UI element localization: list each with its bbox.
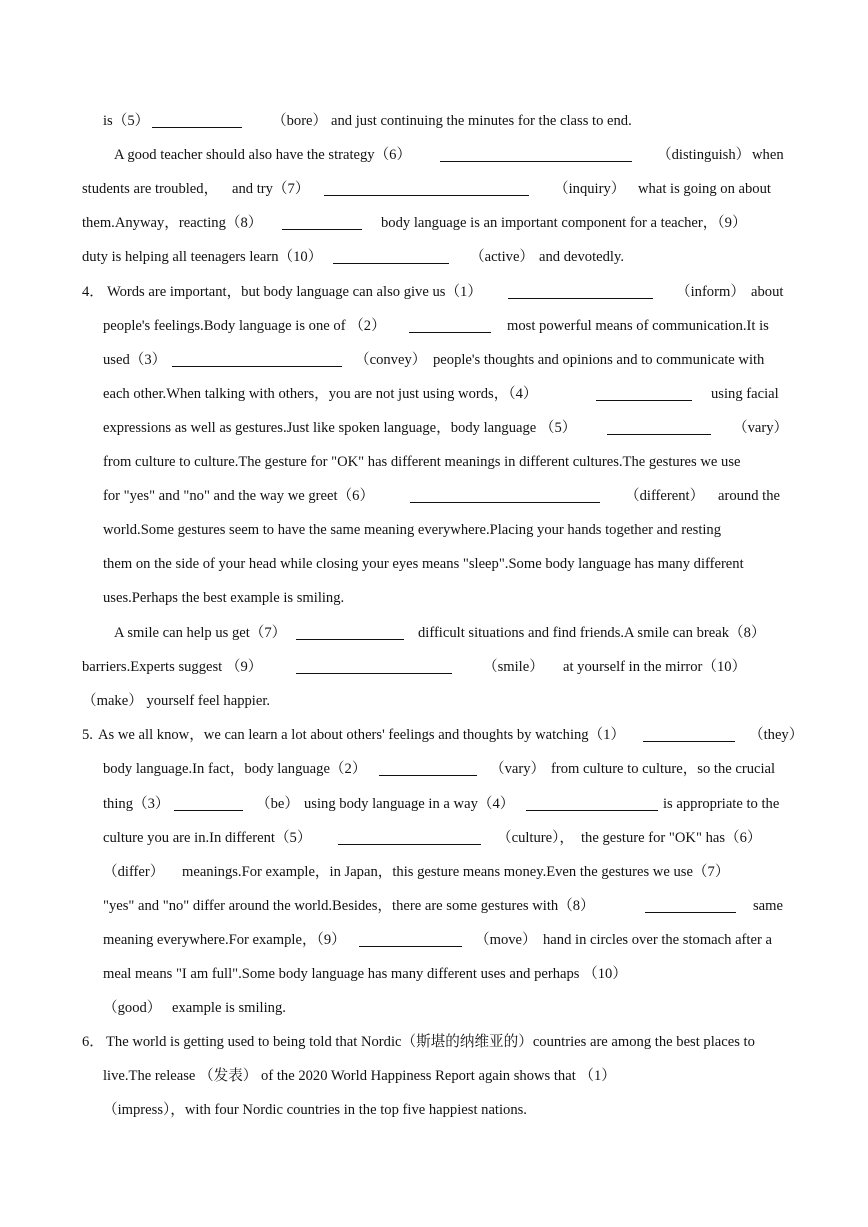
hint: （good） (103, 1000, 162, 1016)
p6-line-1 (0, 1031, 868, 1053)
answer-blank-5[interactable] (152, 127, 242, 128)
answer-blank-5[interactable] (607, 434, 711, 435)
answer-blank-4[interactable] (526, 810, 658, 811)
p4-line-2 (0, 315, 868, 337)
p5-line-7 (0, 929, 868, 951)
text: （impress），with four Nordic countries in the top five happiest nations. (103, 1102, 527, 1118)
text: As we all know，we can learn a lot about others' feelings and thoughts by watching（1） (98, 727, 626, 743)
p4-line-4 (0, 383, 868, 405)
answer-blank-2[interactable] (379, 775, 477, 776)
p4-line-5 (0, 417, 868, 439)
text: "yes" and "no" differ around the world.Besides，there are some gestures with（8） (103, 898, 595, 914)
hint: （convey） (355, 352, 427, 368)
text: is appropriate to the (663, 796, 780, 812)
p4-line-8 (0, 519, 868, 541)
answer-blank-6[interactable] (410, 502, 600, 503)
hint: （vary） (733, 420, 789, 436)
answer-blank-7[interactable] (296, 639, 404, 640)
answer-blank-1[interactable] (643, 741, 735, 742)
text: meanings.For example，in Japan，this gesture means money.Even the gestures we use（7） (182, 864, 730, 880)
text: is（5） (103, 113, 150, 129)
text: and try（7） (232, 181, 310, 197)
p5-line-3 (0, 793, 868, 815)
p4-line-11 (0, 622, 868, 644)
p3-line-5 (0, 246, 868, 268)
text: students are troubled， (82, 181, 219, 197)
text: using facial (711, 386, 779, 402)
text: culture you are in.In different（5） (103, 830, 312, 846)
text: A smile can help us get（7） (114, 625, 287, 641)
answer-blank-7[interactable] (324, 195, 529, 196)
hint: （move） (475, 932, 537, 948)
text: when (752, 147, 784, 163)
text: most powerful means of communication.It is (507, 318, 769, 334)
text: used（3） (103, 352, 167, 368)
p5-line-5 (0, 861, 868, 883)
text: uses.Perhaps the best example is smiling. (103, 590, 345, 606)
text: around the (718, 488, 781, 504)
answer-blank-10[interactable] (333, 263, 449, 264)
answer-blank-2[interactable] (409, 332, 491, 333)
p6-line-2 (0, 1065, 868, 1087)
p5-line-8 (0, 963, 868, 985)
p4-line-7 (0, 485, 868, 507)
answer-blank-6[interactable] (440, 161, 632, 162)
text: people's feelings.Body language is one of （2） (103, 318, 386, 334)
hint: （they） (749, 727, 804, 743)
text: people's thoughts and opinions and to communicate with (433, 352, 765, 368)
text: from culture to culture.The gesture for "OK" has different meanings in different cultures.The gestures we use (103, 454, 741, 470)
p5-line-1 (0, 724, 868, 746)
text: hand in circles over the stomach after a (543, 932, 772, 948)
answer-blank-3[interactable] (172, 366, 342, 367)
text: meal means "I am full".Some body language has many different uses and perhaps （10） (103, 966, 627, 982)
p3-line-1 (0, 110, 868, 132)
text: （make） yourself feel happier. (82, 693, 271, 709)
text: duty is helping all teenagers learn（10） (82, 249, 323, 265)
text: each other.When talking with others，you are not just using words，（4） (103, 386, 538, 402)
question-number: 5. (82, 727, 93, 743)
hint: （be） (256, 796, 299, 812)
hint: （culture）， (497, 830, 574, 846)
text: them.Anyway，reacting（8） (82, 215, 263, 231)
p3-line-2 (0, 144, 868, 166)
text: what is going on about (638, 181, 771, 197)
hint: （bore） (272, 113, 328, 129)
answer-blank-8[interactable] (282, 229, 362, 230)
text: using body language in a way（4） (304, 796, 515, 812)
text: about (751, 284, 784, 300)
text: expressions as well as gestures.Just like spoken language，body language （5） (103, 420, 577, 436)
text: example is smiling. (172, 1000, 286, 1016)
text: same (753, 898, 783, 914)
hint: （differ） (103, 864, 165, 880)
text: and devotedly. (539, 249, 624, 265)
p4-line-3 (0, 349, 868, 371)
p5-line-2 (0, 758, 868, 780)
text: live.The release （发表） of the 2020 World Happiness Report again shows that （1） (103, 1068, 616, 1084)
p3-line-3 (0, 178, 868, 200)
answer-blank-5[interactable] (338, 844, 481, 845)
question-number: 6． (82, 1034, 104, 1050)
text: and just continuing the minutes for the class to end. (331, 113, 632, 129)
hint: （inform） (676, 284, 745, 300)
p4-line-9 (0, 553, 868, 575)
answer-blank-4[interactable] (596, 400, 692, 401)
text: difficult situations and find friends.A smile can break（8） (418, 625, 766, 641)
answer-blank-8[interactable] (645, 912, 736, 913)
text: at yourself in the mirror（10） (563, 659, 747, 675)
p4-line-6 (0, 451, 868, 473)
hint: （inquiry） (554, 181, 626, 197)
p4-line-13 (0, 690, 868, 712)
answer-blank-1[interactable] (508, 298, 653, 299)
answer-blank-3[interactable] (174, 810, 243, 811)
text: thing（3） (103, 796, 170, 812)
text: The world is getting used to being told that Nordic（斯堪的纳维亚的）countries are among the best places to (106, 1034, 755, 1050)
p5-line-4 (0, 827, 868, 849)
hint: （active） (470, 249, 535, 265)
hint: （distinguish） (657, 147, 751, 163)
p6-line-3 (0, 1099, 868, 1121)
text: Words are important，but body language can also give us（1） (107, 284, 482, 300)
text: them on the side of your head while closing your eyes means "sleep".Some body language has many different (103, 556, 744, 572)
text: A good teacher should also have the strategy（6） (114, 147, 412, 163)
p5-line-6 (0, 895, 868, 917)
p4-line-12 (0, 656, 868, 678)
p4-line-10 (0, 587, 868, 609)
answer-blank-9[interactable] (359, 946, 462, 947)
p4-line-1 (0, 281, 868, 303)
p3-line-4 (0, 212, 868, 234)
text: body language is an important component for a teacher，（9） (381, 215, 747, 231)
text: body language.In fact，body language（2） (103, 761, 367, 777)
hint: （vary） (490, 761, 546, 777)
hint: （different） (625, 488, 705, 504)
text: from culture to culture，so the crucial (551, 761, 776, 777)
text: the gesture for "OK" has（6） (581, 830, 762, 846)
text: barriers.Experts suggest （9） (82, 659, 263, 675)
hint: （smile） (483, 659, 544, 675)
text: for "yes" and "no" and the way we greet（6） (103, 488, 375, 504)
question-number: 4． (82, 284, 104, 300)
text: world.Some gestures seem to have the same meaning everywhere.Placing your hands together and resting (103, 522, 722, 538)
answer-blank-9[interactable] (296, 673, 452, 674)
text: meaning everywhere.For example，（9） (103, 932, 346, 948)
p5-line-9 (0, 997, 868, 1019)
